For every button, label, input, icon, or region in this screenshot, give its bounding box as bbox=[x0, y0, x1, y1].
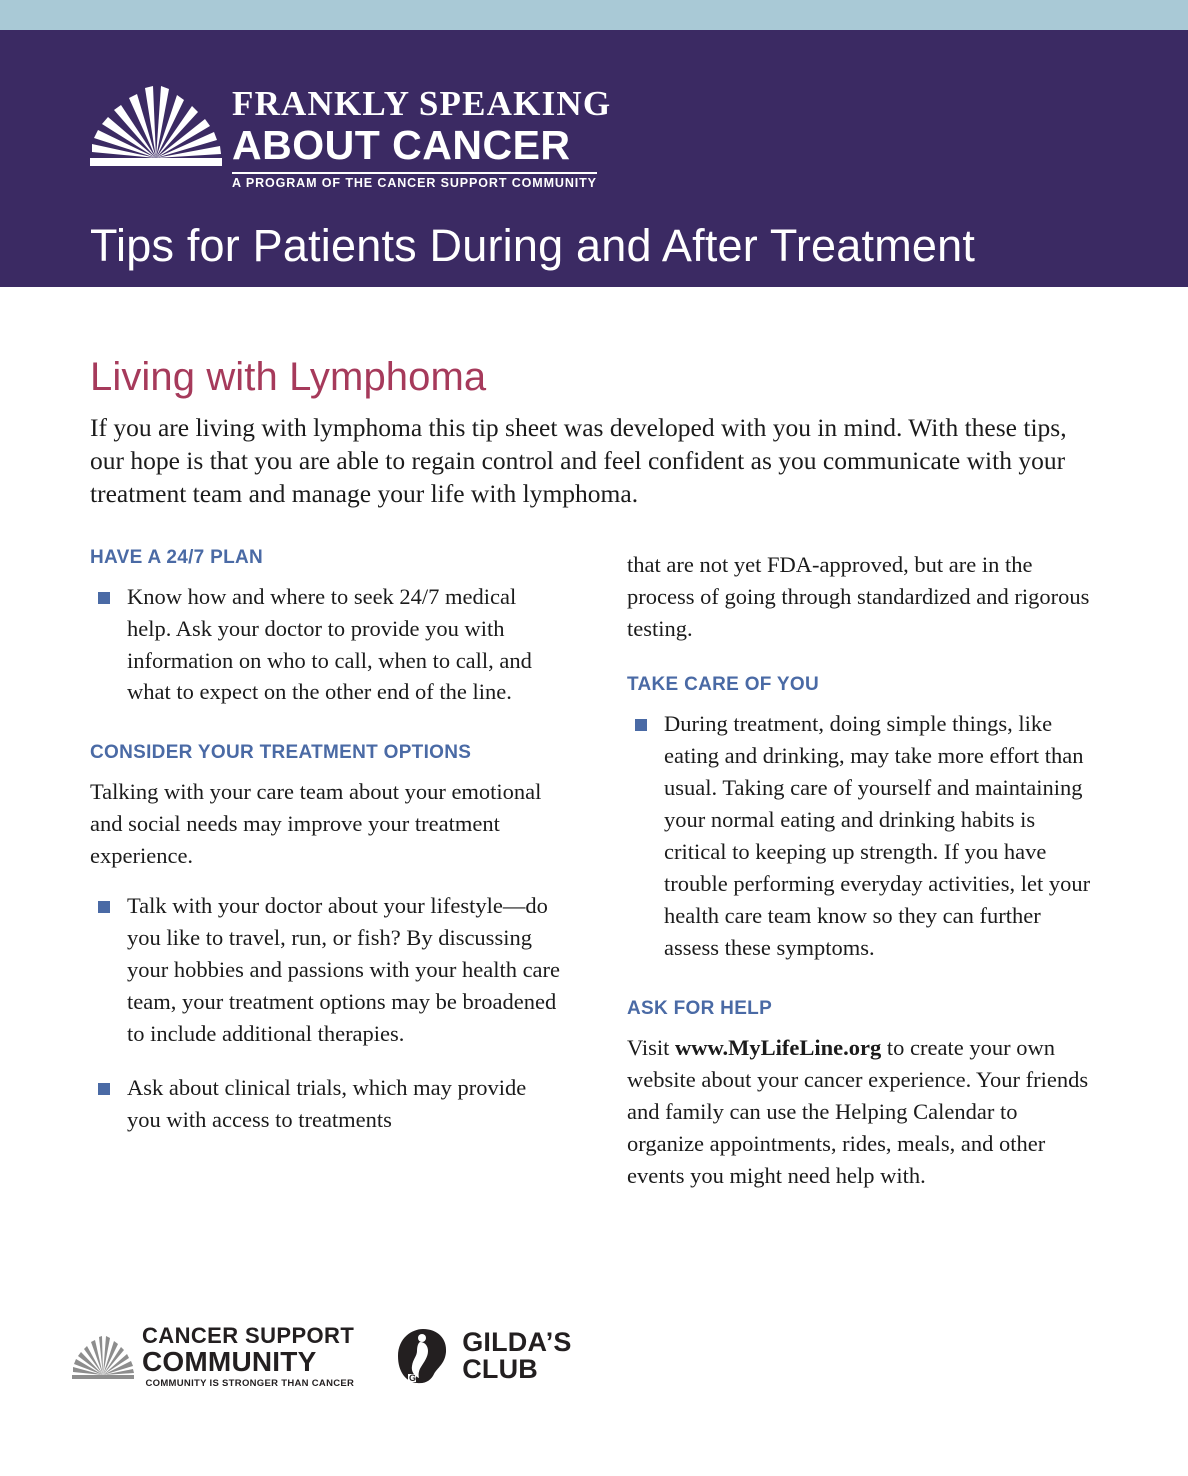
logo-line-2: ABOUT CANCER bbox=[232, 122, 571, 168]
list-item bbox=[90, 1072, 561, 1136]
frankly-speaking-logo bbox=[90, 80, 611, 191]
gildas-club-mark-icon bbox=[390, 1326, 452, 1386]
logo-line-1: FRANKLY SPEAKING bbox=[232, 84, 612, 123]
document-body bbox=[0, 355, 1188, 1210]
bullet-square-icon bbox=[98, 901, 110, 913]
paragraph-ask-for-help bbox=[627, 1032, 1098, 1192]
ask-help-text-after: to create your own website about your cancer experience. Your friends and family can use the Helping Calendar to organize appointments, rides, meals, and other events you might need help with. bbox=[627, 1034, 1089, 1188]
mylifeline-link[interactable]: www.MyLifeLine.org bbox=[675, 1034, 882, 1060]
list-item bbox=[627, 708, 1098, 964]
list-item bbox=[90, 890, 561, 1050]
list-item bbox=[90, 581, 561, 709]
heading-ask-for-help: ASK FOR HELP bbox=[627, 997, 773, 1019]
section-title: Living with Lymphoma bbox=[90, 355, 487, 399]
list-item-text: Ask about clinical trials, which may provide you with access to treatments bbox=[127, 1074, 527, 1132]
cancer-support-community-logo bbox=[72, 1322, 355, 1389]
gildas-club-logo bbox=[390, 1326, 571, 1386]
sunburst-icon bbox=[72, 1333, 134, 1379]
list-treatment-options bbox=[90, 890, 561, 1136]
ask-help-text-before: Visit bbox=[627, 1034, 676, 1060]
heading-take-care-of-you: TAKE CARE OF YOU bbox=[627, 674, 819, 696]
top-accent-bar bbox=[0, 0, 1188, 30]
right-column bbox=[627, 549, 1098, 1210]
csc-line-2: COMMUNITY bbox=[142, 1345, 317, 1377]
list-take-care-of-you bbox=[627, 708, 1098, 964]
heading-treatment-options: CONSIDER YOUR TREATMENT OPTIONS bbox=[90, 742, 472, 764]
logo-line-3: A PROGRAM OF THE CANCER SUPPORT COMMUNITY bbox=[232, 172, 597, 190]
document-header bbox=[0, 30, 1188, 287]
list-item-text: Talk with your doctor about your lifestyle—do you like to travel, run, or fish? By discussing your hobbies and passions with your health care team, your treatment options may be broadened to include additional therapies. bbox=[127, 893, 561, 1046]
bullet-square-icon bbox=[98, 592, 110, 604]
left-column bbox=[90, 547, 561, 1158]
two-column-layout bbox=[90, 547, 1098, 1210]
heading-have-a-plan: HAVE A 24/7 PLAN bbox=[90, 546, 264, 568]
bullet-square-icon bbox=[635, 719, 647, 731]
gilda-line-2: CLUB bbox=[462, 1354, 538, 1385]
sunburst-icon bbox=[90, 80, 222, 166]
list-item-text: Know how and where to seek 24/7 medical help. Ask your doctor to provide you with information on who to call, when to call, and what to expect on the other end of the line. bbox=[127, 583, 532, 705]
csc-line-1: CANCER SUPPORT bbox=[142, 1322, 355, 1348]
csc-tagline: COMMUNITY IS STRONGER THAN CANCER bbox=[145, 1377, 355, 1389]
intro-paragraph: If you are living with lymphoma this tip sheet was developed with you in mind. With these tips, our hope is that you are able to regain control and feel confident as you communicate with your treatment team and manage your life with lymphoma. bbox=[90, 413, 1067, 508]
bullet-square-icon bbox=[98, 1083, 110, 1095]
list-item-text: During treatment, doing simple things, like eating and drinking, may take more effort than usual. Taking care of yourself and maintaining your normal eating and drinking habits is critical to keeping up strength. If you have trouble performing everyday activities, let your health care team know so they can further assess these symptoms. bbox=[664, 711, 1091, 961]
list-have-a-plan bbox=[90, 581, 561, 709]
gilda-line-1: GILDA’S bbox=[462, 1326, 572, 1357]
page-title: Tips for Patients During and After Treatment bbox=[90, 220, 976, 271]
paragraph-continuation: that are not yet FDA-approved, but are in the process of going through standardized and rigorous testing. bbox=[627, 551, 1090, 641]
footer-logos bbox=[72, 1322, 572, 1389]
svg-text:G: G bbox=[409, 1373, 417, 1384]
paragraph-treatment-options: Talking with your care team about your emotional and social needs may improve your treatment experience. bbox=[90, 779, 542, 869]
